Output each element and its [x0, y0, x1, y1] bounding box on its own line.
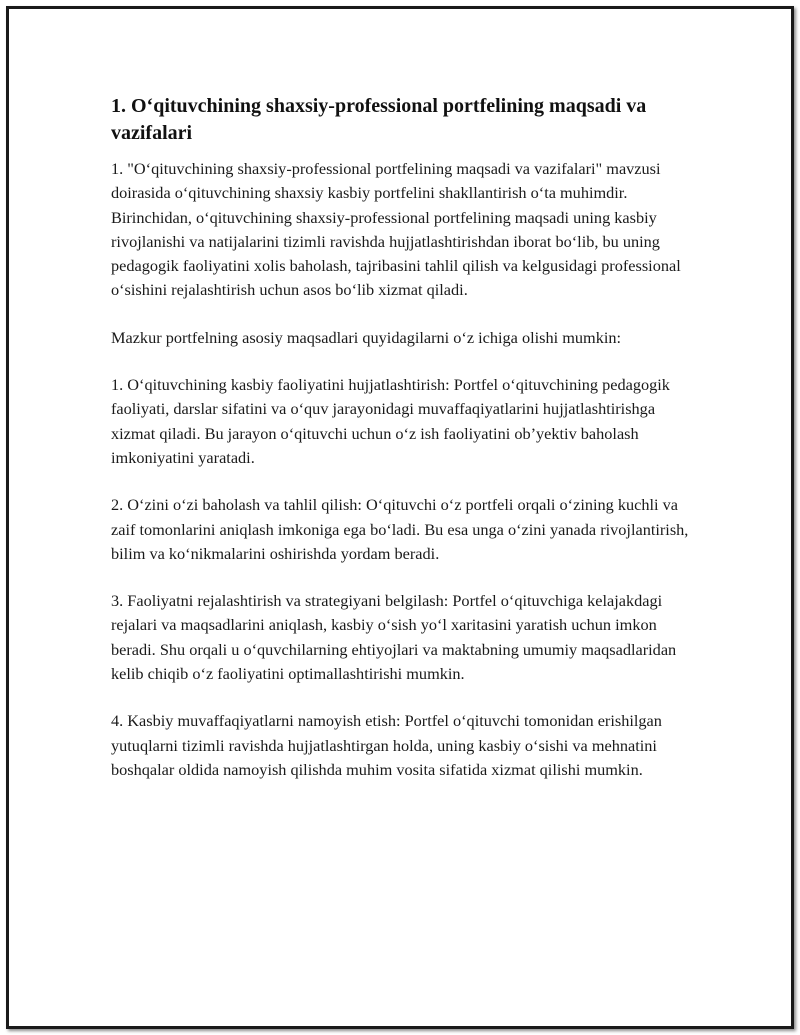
page-title: 1. O‘qituvchining shaxsiy-professional portfelining maqsadi va vazifalari	[111, 95, 647, 144]
document-body	[111, 93, 691, 805]
paragraph-goals-lead: Mazkur portfelning asosiy maqsadlari quyidagilarni o‘z ichiga olishi mumkin:	[111, 327, 622, 347]
paragraph-intro: 1. "O‘qituvchining shaxsiy-professional portfelining maqsadi va vazifalari" mavzusi doirasida o‘qituvchining shaxsiy kasbiy portfelini shakllantirish o‘ta muhimdir. Birinchidan, o‘qituvchining shaxsiy-professional portfelining maqsadi uning kasbiy rivojlanishi va natijalarini tizimli ravishda hujjatlashtirishdan iborat bo‘lib, bu uning pedagogik faoliyatini xolis baholash, tajribasini tahlil qilish va kelgusidagi professional o‘sishini rejalashtirish uchun asos bo‘lib xizmat qiladi.	[111, 159, 681, 300]
paragraph-goal-2: 2. O‘zini o‘zi baholash va tahlil qilish: O‘qituvchi o‘z portfeli orqali o‘zining kuchli va zaif tomonlarini aniqlash imkoniga ega bo‘ladi. Bu esa unga o‘zini yanada rivojlantirish, bilim va ko‘nikmalarini oshirishda yordam beradi.	[111, 495, 689, 563]
paragraph-goal-4: 4. Kasbiy muvaffaqiyatlarni namoyish etish: Portfel o‘qituvchi tomonidan erishilgan yutuqlarni tizimli ravishda hujjatlashtirgan holda, uning kasbiy o‘sishi va mehnatini boshqalar oldida namoyish qilishda muhim vosita sifatida xizmat qilishi mumkin.	[111, 711, 662, 779]
paragraph-goal-3: 3. Faoliyatni rejalashtirish va strategiyani belgilash: Portfel o‘qituvchiga kelajakdagi rejalari va maqsadlarini aniqlash, kasbiy o‘sish yo‘l xaritasini yaratish uchun imkon beradi. Shu orqali u o‘quvchilarning ehtiyojlari va maktabning umumiy maqsadlaridan kelib chiqib o‘z faoliyatini optimallashtirishi mumkin.	[111, 591, 677, 684]
paragraph-goal-1: 1. O‘qituvchining kasbiy faoliyatini hujjatlashtirish: Portfel o‘qituvchining pedagogik faoliyati, darslar sifatini va o‘quv jarayonidagi muvaffaqiyatlarini hujjatlashtirishga xizmat qiladi. Bu jarayon o‘qituvchi uchun o‘z ish faoliyatini ob’yektiv baholash imkoniyatini yaratadi.	[111, 375, 670, 467]
